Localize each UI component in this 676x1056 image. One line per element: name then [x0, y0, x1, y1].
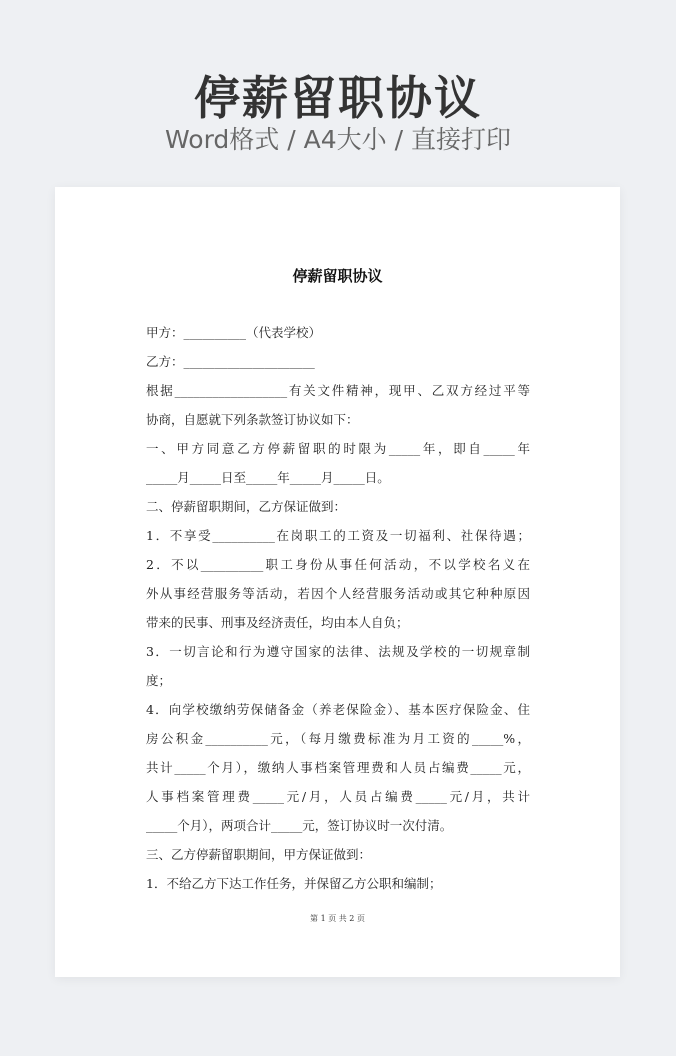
doc-line: 三、乙方停薪留职期间，甲方保证做到： [146, 847, 372, 862]
doc-line: 外从事经营服务等活动，若因个人经营服务活动或其它种种原因 [146, 586, 530, 601]
doc-line: 1．不享受__________在岗职工的工资及一切福利、社保待遇； [146, 528, 530, 543]
doc-line: 根据__________________有关文件精神，现甲、乙双方经过平等 [146, 383, 530, 398]
page-number: 第 1 页 共 2 页 [310, 914, 365, 923]
hero-title: 停薪留职协议 [194, 71, 482, 125]
doc-line: 3．一切言论和行为遵守国家的法律、法规及学校的一切规章制 [146, 644, 530, 659]
doc-line: 2．不以__________职工身份从事任何活动，不以学校名义在 [146, 557, 530, 572]
doc-line: 度； [146, 673, 172, 688]
doc-line: 1．不给乙方下达工作任务，并保留乙方公职和编制； [146, 876, 442, 891]
document-page [55, 187, 620, 977]
doc-line: 协商，自愿就下列条款签订协议如下： [146, 412, 359, 427]
hero-subtitle: Word格式 / A4大小 / 直接打印 [165, 125, 511, 154]
doc-line: _____个月），两项合计_____元，签订协议时一次付清。 [146, 818, 453, 833]
doc-line: 一、甲方同意乙方停薪留职的时限为_____年，即自_____年 [146, 441, 530, 456]
doc-line: 带来的民事、刑事及经济责任，均由本人自负； [146, 615, 409, 630]
doc-line: 4．向学校缴纳劳保储备金（养老保险金）、基本医疗保险金、住 [146, 702, 530, 717]
doc-line: 乙方：_____________________ [146, 354, 315, 369]
doc-line: 共计_____个月），缴纳人事档案管理费和人员占编费_____元， [146, 760, 530, 775]
doc-line: _____月_____日至_____年_____月_____日。 [146, 470, 390, 485]
doc-line: 人事档案管理费_____元/月，人员占编费_____元/月，共计 [146, 789, 530, 804]
doc-line: 甲方：__________（代表学校） [146, 325, 322, 340]
doc-line: 二、停薪留职期间，乙方保证做到： [146, 499, 347, 514]
document-title: 停薪留职协议 [292, 267, 383, 285]
doc-line: 房公积金__________元，（每月缴费标准为月工资的_____%， [146, 731, 530, 746]
